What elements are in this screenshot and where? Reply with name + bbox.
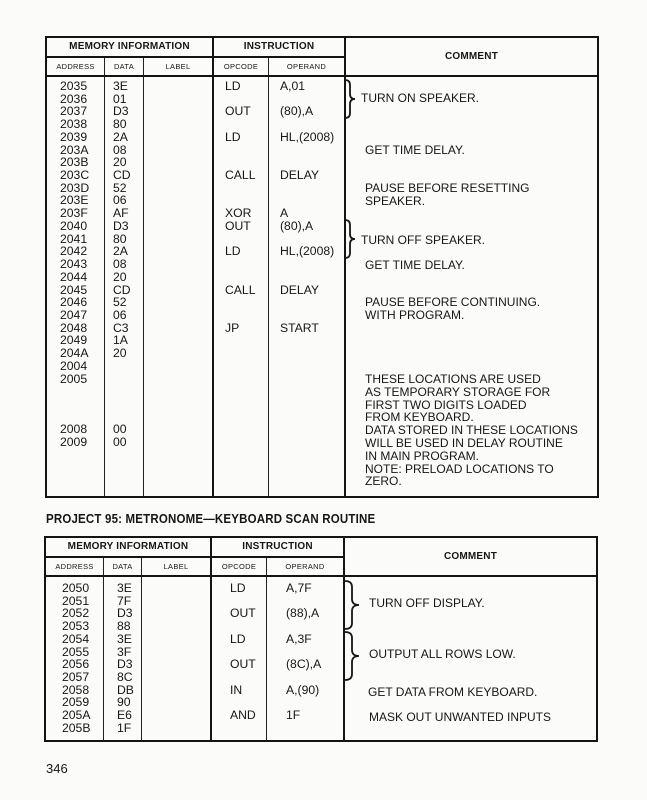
cell-address: 2041 <box>60 231 88 246</box>
cell-address: 203C <box>60 168 90 183</box>
cell-address: 203F <box>60 206 88 221</box>
cell-address: 203B <box>60 155 89 170</box>
row-divider <box>46 556 345 558</box>
cell-data: D3 <box>117 606 133 621</box>
cell-address: 2056 <box>62 657 90 672</box>
cell-opcode: OUT <box>230 657 256 672</box>
cell-address: 2057 <box>62 670 90 685</box>
cell-address: 2045 <box>60 282 88 297</box>
comment-turn-off-speaker: TURN OFF SPEAKER. <box>361 233 486 247</box>
cell-address: 2058 <box>62 682 90 697</box>
header-address: ADDRESS <box>56 62 95 71</box>
cell-opcode: LD <box>225 244 241 259</box>
cell-data: 08 <box>113 257 127 272</box>
cell-address: 2055 <box>62 644 90 659</box>
cell-address: 2005 <box>60 371 88 386</box>
cell-data: 7F <box>117 593 132 608</box>
cell-operand: 1F <box>286 708 301 723</box>
cell-data: CD <box>113 168 131 183</box>
comment-get-time-delay: GET TIME DELAY. <box>365 143 465 157</box>
row-divider <box>47 56 346 58</box>
cell-address: 2048 <box>60 320 88 335</box>
cell-opcode: LD <box>225 129 241 144</box>
header-label: LABEL <box>163 562 189 571</box>
page-number: 346 <box>46 761 68 776</box>
cell-data: AF <box>113 206 129 221</box>
cell-address: 2042 <box>60 244 88 259</box>
cell-data: E6 <box>117 708 132 723</box>
row-divider <box>47 75 597 77</box>
cell-address: 2037 <box>60 104 88 119</box>
cell-data: D3 <box>117 657 133 672</box>
cell-operand: A,7F <box>286 581 312 595</box>
cell-data: 3F <box>117 644 132 659</box>
brace-icon <box>344 631 362 681</box>
cell-data: 2A <box>113 244 128 259</box>
cell-opcode: LD <box>230 631 246 646</box>
cell-opcode: IN <box>230 682 243 697</box>
section-title: PROJECT 95: METRONOME—KEYBOARD SCAN ROUTINE <box>46 512 376 526</box>
program-table-1 <box>45 36 599 498</box>
cell-address: 2054 <box>62 631 90 646</box>
col-divider <box>212 38 214 496</box>
col-divider <box>268 57 269 496</box>
cell-address: 2008 <box>60 422 88 437</box>
cell-operand: A <box>280 206 289 221</box>
cell-data: 88 <box>117 619 131 634</box>
cell-data: 20 <box>113 155 127 170</box>
cell-address: 203D <box>60 180 90 195</box>
col-divider <box>104 57 105 496</box>
brace-icon <box>344 79 358 119</box>
cell-opcode: OUT <box>230 606 256 621</box>
header-opcode: OPCODE <box>223 62 259 71</box>
cell-operand: (80),A <box>280 218 314 233</box>
cell-address: 203A <box>60 142 89 157</box>
header-label: LABEL <box>165 62 191 71</box>
header-instruction: INSTRUCTION <box>243 41 315 52</box>
cell-opcode: CALL <box>225 282 256 297</box>
cell-address: 2044 <box>60 269 88 284</box>
cell-data: 06 <box>113 193 127 208</box>
comment-mask-out-unwanted-inputs: MASK OUT UNWANTED INPUTS <box>369 710 552 724</box>
cell-address: 2050 <box>62 581 90 595</box>
cell-data: 00 <box>113 435 127 450</box>
cell-address: 2049 <box>60 333 88 348</box>
cell-data: 8C <box>117 670 133 685</box>
cell-address: 203E <box>60 193 89 208</box>
header-comment: COMMENT <box>444 51 499 62</box>
header-address: ADDRESS <box>55 562 94 571</box>
comment-get-data-from-keyboard: GET DATA FROM KEYBOARD. <box>368 685 538 699</box>
cell-data: 2A <box>113 129 128 144</box>
cell-address: 2047 <box>60 307 88 322</box>
header-operand: OPERAND <box>286 62 327 71</box>
cell-address: 2046 <box>60 295 88 310</box>
col-divider <box>143 57 144 496</box>
cell-operand: A,01 <box>280 79 306 93</box>
cell-opcode: AND <box>230 708 256 723</box>
comment-get-time-delay-2: GET TIME DELAY. <box>365 258 465 272</box>
header-instruction: INSTRUCTION <box>242 541 313 552</box>
cell-address: 2059 <box>62 695 90 710</box>
cell-data: 01 <box>113 91 127 106</box>
comment-pause-before-continuing: PAUSE BEFORE CONTINUING. WITH PROGRAM. <box>365 295 541 322</box>
cell-data: 80 <box>113 231 127 246</box>
cell-data: 20 <box>113 269 127 284</box>
cell-operand: HL,(2008) <box>280 244 335 259</box>
comment-turn-off-display: TURN OFF DISPLAY. <box>369 596 485 610</box>
cell-address: 2043 <box>60 257 88 272</box>
cell-data: 52 <box>113 180 127 195</box>
cell-operand: START <box>280 320 319 335</box>
comment-turn-on-speaker: TURN ON SPEAKER. <box>361 91 480 105</box>
col-divider <box>141 557 142 740</box>
cell-operand: DELAY <box>280 168 320 183</box>
cell-address: 2039 <box>60 129 88 144</box>
cell-address: 2052 <box>62 606 90 621</box>
cell-data: D3 <box>113 104 129 119</box>
program-table-2 <box>44 536 598 742</box>
cell-address: 2004 <box>60 358 88 373</box>
brace-icon <box>344 219 358 259</box>
header-opcode: OPCODE <box>221 562 257 571</box>
comment-pause-before-resetting: PAUSE BEFORE RESETTING SPEAKER. <box>365 181 530 208</box>
comment-output-all-rows-low: OUTPUT ALL ROWS LOW. <box>369 647 516 661</box>
cell-data: D3 <box>113 218 129 233</box>
cell-data: 06 <box>113 307 127 322</box>
cell-data: 3E <box>117 581 132 595</box>
header-memory-information: MEMORY INFORMATION <box>67 541 189 552</box>
comment-temporary-storage-note: THESE LOCATIONS ARE USED AS TEMPORARY STORAGE FOR FIRST TWO DIGITS LOADED FROM KEYBOARD. DATA STORED IN THESE LOCATIONS WILL BE USED IN DELAY ROUTINE IN MAIN PROGRAM. NOTE: PRELOAD LOCATIONS TO ZERO. <box>365 372 578 489</box>
cell-address: 205A <box>62 708 91 723</box>
cell-data: CD <box>113 282 131 297</box>
col-divider <box>103 557 104 740</box>
header-data: DATA <box>113 62 135 71</box>
cell-operand: HL,(2008) <box>280 129 335 144</box>
header-operand: OPERAND <box>285 562 325 571</box>
cell-data: 00 <box>113 422 127 437</box>
cell-data: 1F <box>117 720 132 735</box>
cell-operand: (80),A <box>280 104 314 119</box>
header-comment: COMMENT <box>443 551 498 562</box>
cell-address: 204A <box>60 346 89 361</box>
row-divider <box>46 575 596 577</box>
cell-data: 1A <box>113 333 128 348</box>
cell-data: 80 <box>113 117 127 132</box>
cell-operand: A,3F <box>286 631 312 646</box>
cell-opcode: LD <box>230 581 246 595</box>
cell-data: C3 <box>113 320 129 335</box>
cell-operand: (88),A <box>286 606 320 621</box>
cell-data: 08 <box>113 142 127 157</box>
brace-icon <box>344 580 362 630</box>
col-divider <box>266 557 267 740</box>
cell-operand: (8C),A <box>286 657 322 672</box>
cell-address: 2009 <box>60 435 88 450</box>
cell-opcode: OUT <box>225 218 251 233</box>
cell-address: 2053 <box>62 619 90 634</box>
cell-data: 3E <box>117 631 132 646</box>
cell-address: 2038 <box>60 117 88 132</box>
cell-address: 2036 <box>60 91 88 106</box>
cell-address: 2040 <box>60 218 88 233</box>
cell-opcode: XOR <box>225 206 252 221</box>
cell-data: 3E <box>113 79 128 93</box>
cell-address: 2035 <box>60 79 88 93</box>
cell-address: 205B <box>62 720 91 735</box>
cell-operand: A,(90) <box>286 682 320 697</box>
cell-opcode: JP <box>225 320 240 335</box>
cell-address: 2051 <box>62 593 90 608</box>
cell-data: DB <box>117 682 134 697</box>
cell-opcode: OUT <box>225 104 251 119</box>
cell-opcode: LD <box>225 79 241 93</box>
header-memory-information: MEMORY INFORMATION <box>69 41 190 52</box>
cell-data: 20 <box>113 346 127 361</box>
cell-opcode: CALL <box>225 168 256 183</box>
cell-data: 52 <box>113 295 127 310</box>
cell-operand: DELAY <box>280 282 320 297</box>
header-data: DATA <box>112 562 133 571</box>
cell-data: 90 <box>117 695 131 710</box>
